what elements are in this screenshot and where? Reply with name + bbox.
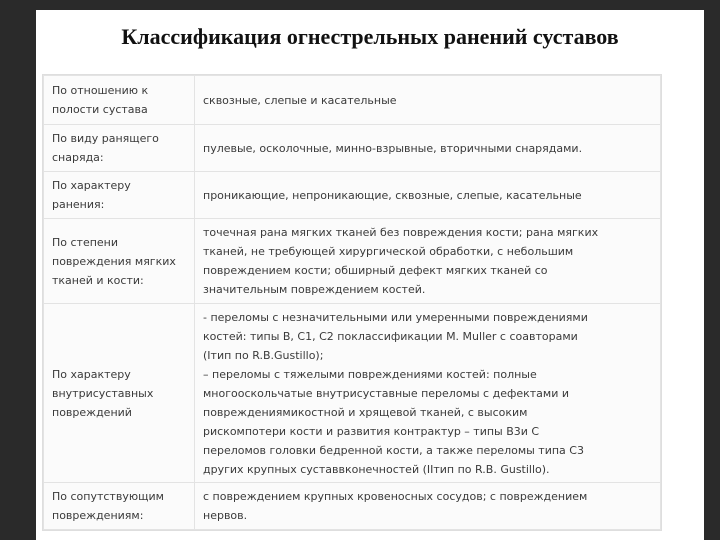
row-value-line: – переломы с тяжелыми повреждениями костей: полные xyxy=(203,367,537,381)
row-value-cell xyxy=(195,304,661,483)
row-label-line: По характеру xyxy=(52,179,131,192)
table-row xyxy=(44,125,661,172)
classification-table-frame xyxy=(42,74,662,531)
row-value-cell xyxy=(195,219,661,304)
table-row xyxy=(44,219,661,304)
row-value-line: сквозные, слепые и касательные xyxy=(203,93,397,107)
table-row xyxy=(44,172,661,219)
row-label-line: По сопутствующим xyxy=(52,490,164,503)
row-label-cell xyxy=(44,219,195,304)
row-label-cell xyxy=(44,483,195,530)
row-value-line: костей: типы В, С1, С2 поклассификации M. Muller с соавторами xyxy=(203,329,578,343)
row-value-cell xyxy=(195,483,661,530)
row-label-line: внутрисуставных xyxy=(52,386,154,400)
row-value-line: нервов. xyxy=(203,509,248,522)
row-value-line: переломов головки бедренной кости, а также переломы типа С3 xyxy=(203,443,584,457)
row-label-line: ранения: xyxy=(52,198,105,211)
row-value-cell xyxy=(195,125,661,172)
slide-title: Классификация огнестрельных ранений суставов xyxy=(121,24,619,49)
row-label-line: По отношению к xyxy=(52,84,149,97)
row-value-line: проникающие, непроникающие, сквозные, слепые, касательные xyxy=(203,188,582,202)
row-value-line: значительным повреждением костей. xyxy=(203,283,426,296)
row-label-line: По виду ранящего xyxy=(52,132,159,145)
table-row xyxy=(44,76,661,125)
row-value-cell xyxy=(195,172,661,219)
row-value-line: с повреждением крупных кровеносных сосудов; с повреждением xyxy=(203,490,588,503)
row-label-line: повреждениям: xyxy=(52,509,144,522)
row-value-line: - переломы с незначительными или умеренными повреждениями xyxy=(203,310,588,324)
row-label-line: повреждения мягких xyxy=(52,254,176,268)
row-value-line: рискомпотери кости и развития контрактур – типы В3и С xyxy=(203,424,540,438)
classification-table xyxy=(43,75,661,530)
row-value-line: (Iтип по R.B.Gustillo); xyxy=(203,348,324,362)
row-label-cell xyxy=(44,125,195,172)
row-label-line: По степени xyxy=(52,235,119,249)
table-row xyxy=(44,304,661,483)
row-label-line: По характеру xyxy=(52,367,131,381)
row-value-line: пулевые, осколочные, минно-взрывные, вторичными снарядами. xyxy=(203,141,583,155)
row-label-cell xyxy=(44,172,195,219)
row-value-line: тканей, не требующей хирургической обработки, с небольшим xyxy=(203,245,574,258)
row-value-line: повреждениямикостной и хрящевой тканей, с высоким xyxy=(203,405,528,419)
row-value-cell xyxy=(195,76,661,125)
row-value-line: точечная рана мягких тканей без повреждения кости; рана мягких xyxy=(203,226,599,239)
content-sheet xyxy=(36,64,704,540)
title-bar xyxy=(36,10,704,64)
row-value-line: других крупных суставвконечностей (IIтип по R.B. Gustillo). xyxy=(203,462,550,476)
row-value-line: повреждением кости; обширный дефект мягких тканей со xyxy=(203,264,548,277)
row-label-line: повреждений xyxy=(52,405,132,419)
row-value-line: многооскольчатые внутрисуставные переломы с дефектами и xyxy=(203,386,570,400)
row-label-line: снаряда: xyxy=(52,151,104,164)
row-label-line: тканей и кости: xyxy=(52,273,144,287)
row-label-line: полости сустава xyxy=(52,103,148,116)
table-row xyxy=(44,483,661,530)
row-label-cell xyxy=(44,304,195,483)
row-label-cell xyxy=(44,76,195,125)
